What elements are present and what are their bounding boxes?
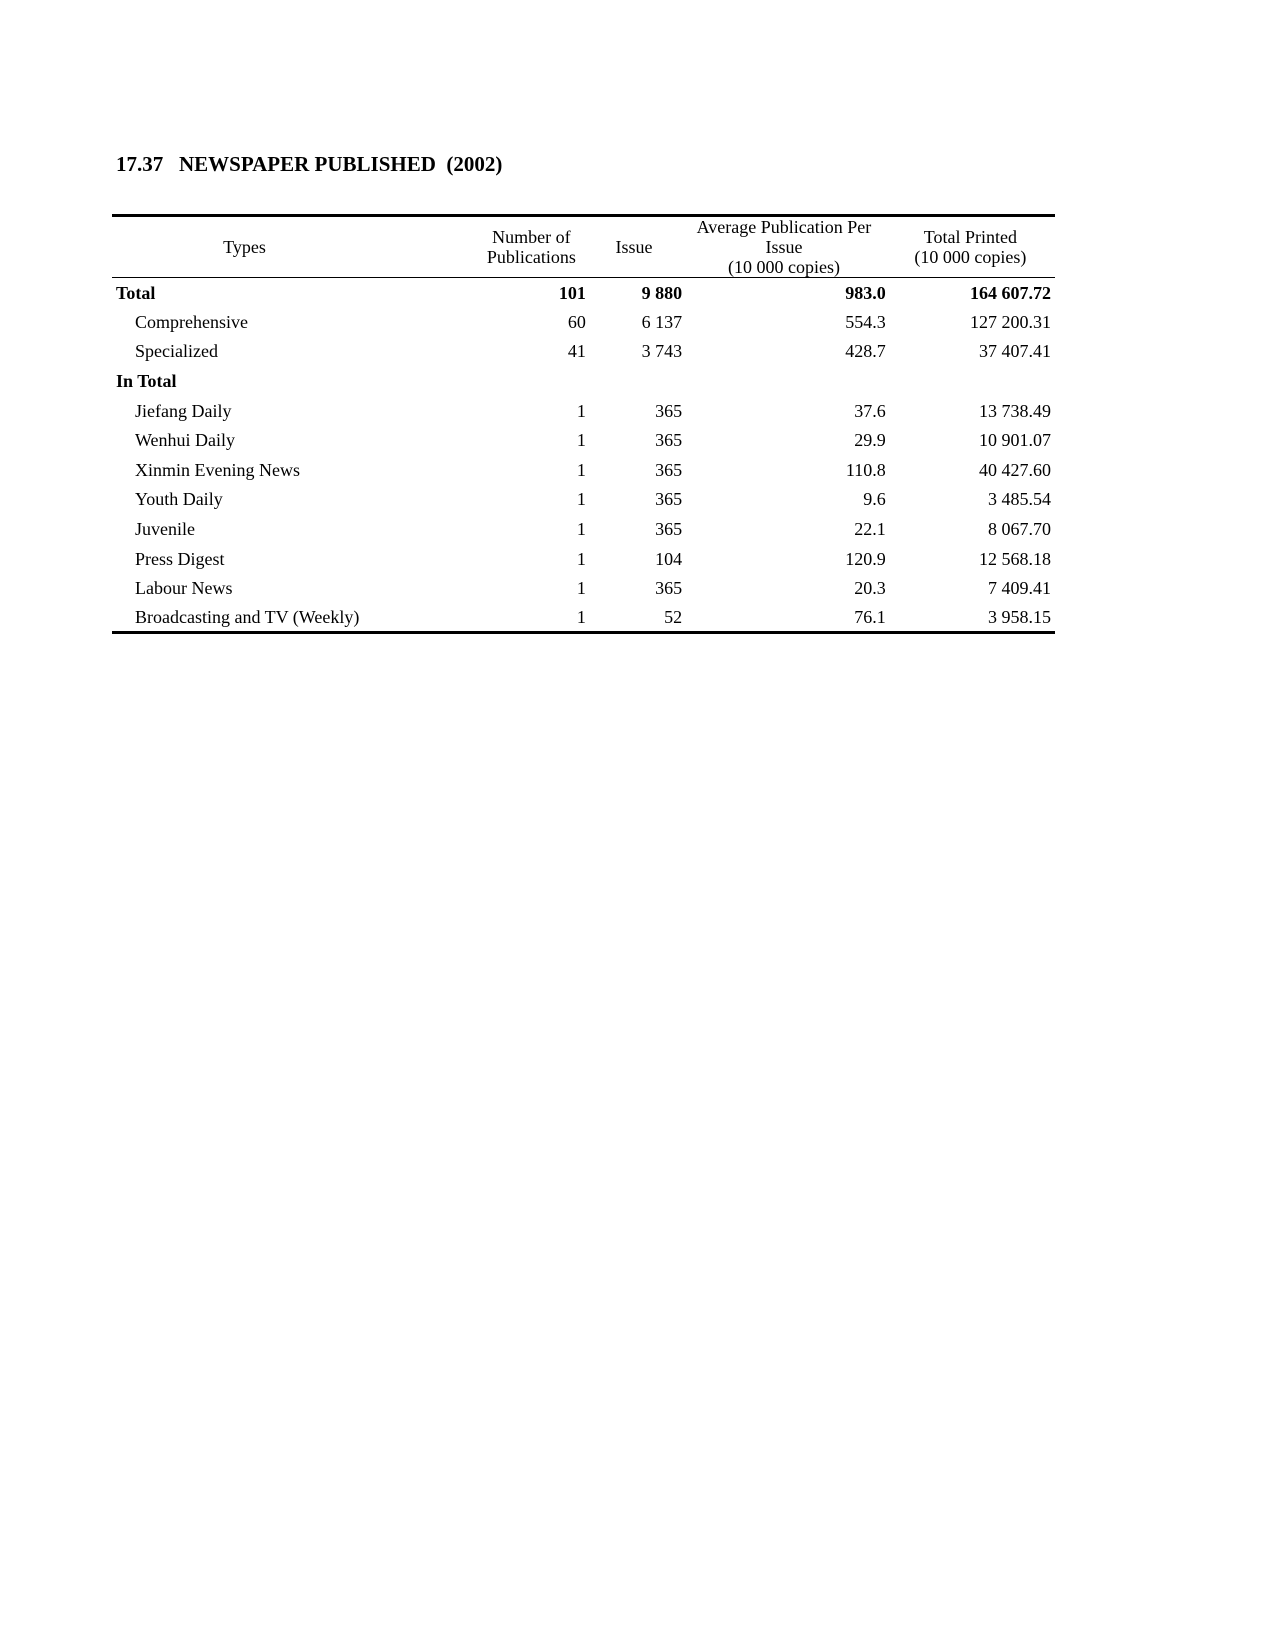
header-average-line1: Average Publication Per Issue bbox=[696, 217, 872, 257]
row-total: 13 738.49 bbox=[979, 400, 1051, 421]
table-row bbox=[112, 514, 1055, 544]
header-publications-line2: Publications bbox=[486, 247, 576, 267]
newspaper-table bbox=[112, 214, 1055, 634]
row-publications: 1 bbox=[576, 430, 586, 451]
row-total: 10 901.07 bbox=[979, 430, 1051, 451]
row-publications: 1 bbox=[576, 607, 586, 628]
row-average: 29.9 bbox=[854, 430, 886, 451]
table-row bbox=[112, 603, 1055, 633]
section-row bbox=[112, 366, 1055, 396]
page-title: 17.37 NEWSPAPER PUBLISHED (2002) bbox=[116, 152, 503, 176]
row-type: Broadcasting and TV (Weekly) bbox=[135, 607, 360, 628]
row-publications: 101 bbox=[558, 282, 586, 303]
row-total: 7 409.41 bbox=[988, 578, 1051, 599]
row-type: Total bbox=[116, 282, 156, 303]
row-publications: 41 bbox=[567, 341, 586, 362]
table-row bbox=[112, 485, 1055, 515]
row-average: 9.6 bbox=[863, 489, 886, 510]
header-total-line2: (10 000 copies) bbox=[914, 247, 1027, 267]
table-body bbox=[112, 278, 1055, 633]
header-average bbox=[682, 216, 886, 278]
row-publications: 1 bbox=[576, 489, 586, 510]
row-type: Comprehensive bbox=[135, 311, 248, 332]
row-issue: 365 bbox=[655, 459, 683, 480]
header-total bbox=[886, 216, 1055, 278]
row-total: 8 067.70 bbox=[988, 519, 1051, 540]
row-total: 12 568.18 bbox=[979, 548, 1051, 569]
table-row bbox=[112, 307, 1055, 337]
row-average: 554.3 bbox=[845, 311, 886, 332]
row-issue: 365 bbox=[655, 400, 683, 421]
row-issue: 104 bbox=[655, 548, 683, 569]
row-average: 37.6 bbox=[854, 400, 886, 421]
row-issue: 365 bbox=[655, 519, 683, 540]
row-publications: 1 bbox=[576, 548, 586, 569]
table-row bbox=[112, 337, 1055, 367]
row-average bbox=[682, 366, 886, 396]
table-row bbox=[112, 573, 1055, 603]
table-row bbox=[112, 544, 1055, 574]
row-issue: 9 880 bbox=[641, 282, 683, 303]
row-type: Xinmin Evening News bbox=[135, 459, 300, 480]
row-type: Press Digest bbox=[135, 548, 225, 569]
row-publications: 1 bbox=[576, 400, 586, 421]
table-row bbox=[112, 278, 1055, 308]
newspaper-table-container bbox=[112, 214, 1055, 634]
row-average: 120.9 bbox=[845, 548, 886, 569]
row-issue: 52 bbox=[664, 607, 683, 628]
row-issue: 6 137 bbox=[641, 311, 683, 332]
header-issue: Issue bbox=[615, 237, 653, 257]
header-average-line2: (10 000 copies) bbox=[727, 257, 840, 277]
row-total: 40 427.60 bbox=[979, 459, 1051, 480]
header-row bbox=[112, 216, 1055, 278]
row-publications: 60 bbox=[567, 311, 586, 332]
row-type: Jiefang Daily bbox=[135, 400, 232, 421]
row-issue: 365 bbox=[655, 489, 683, 510]
header-types: Types bbox=[223, 237, 266, 257]
header-publications-line1: Number of bbox=[492, 227, 571, 247]
row-total: 3 485.54 bbox=[988, 489, 1051, 510]
header-publications bbox=[377, 216, 586, 278]
row-publications: 1 bbox=[576, 459, 586, 480]
row-publications bbox=[377, 366, 586, 396]
row-average: 428.7 bbox=[845, 341, 886, 362]
row-publications: 1 bbox=[576, 578, 586, 599]
row-publications: 1 bbox=[576, 519, 586, 540]
row-type: In Total bbox=[116, 371, 177, 392]
table-row bbox=[112, 425, 1055, 455]
table-header bbox=[112, 216, 1055, 278]
row-average: 20.3 bbox=[854, 578, 886, 599]
row-type: Specialized bbox=[135, 341, 218, 362]
row-total bbox=[886, 366, 1055, 396]
header-total-line1: Total Printed bbox=[923, 227, 1017, 247]
row-average: 983.0 bbox=[845, 282, 886, 303]
table-row bbox=[112, 455, 1055, 485]
row-type: Labour News bbox=[135, 578, 233, 599]
row-average: 76.1 bbox=[854, 607, 886, 628]
table-row bbox=[112, 396, 1055, 426]
row-issue: 365 bbox=[655, 430, 683, 451]
row-total: 127 200.31 bbox=[970, 311, 1051, 332]
row-issue: 365 bbox=[655, 578, 683, 599]
row-type: Wenhui Daily bbox=[135, 430, 236, 451]
row-total: 37 407.41 bbox=[979, 341, 1051, 362]
row-type: Youth Daily bbox=[135, 489, 223, 510]
row-type: Juvenile bbox=[135, 519, 195, 540]
row-average: 110.8 bbox=[845, 459, 886, 480]
row-average: 22.1 bbox=[854, 519, 886, 540]
row-total: 3 958.15 bbox=[988, 607, 1051, 628]
row-issue: 3 743 bbox=[641, 341, 683, 362]
row-issue bbox=[586, 366, 682, 396]
row-total: 164 607.72 bbox=[970, 282, 1051, 303]
